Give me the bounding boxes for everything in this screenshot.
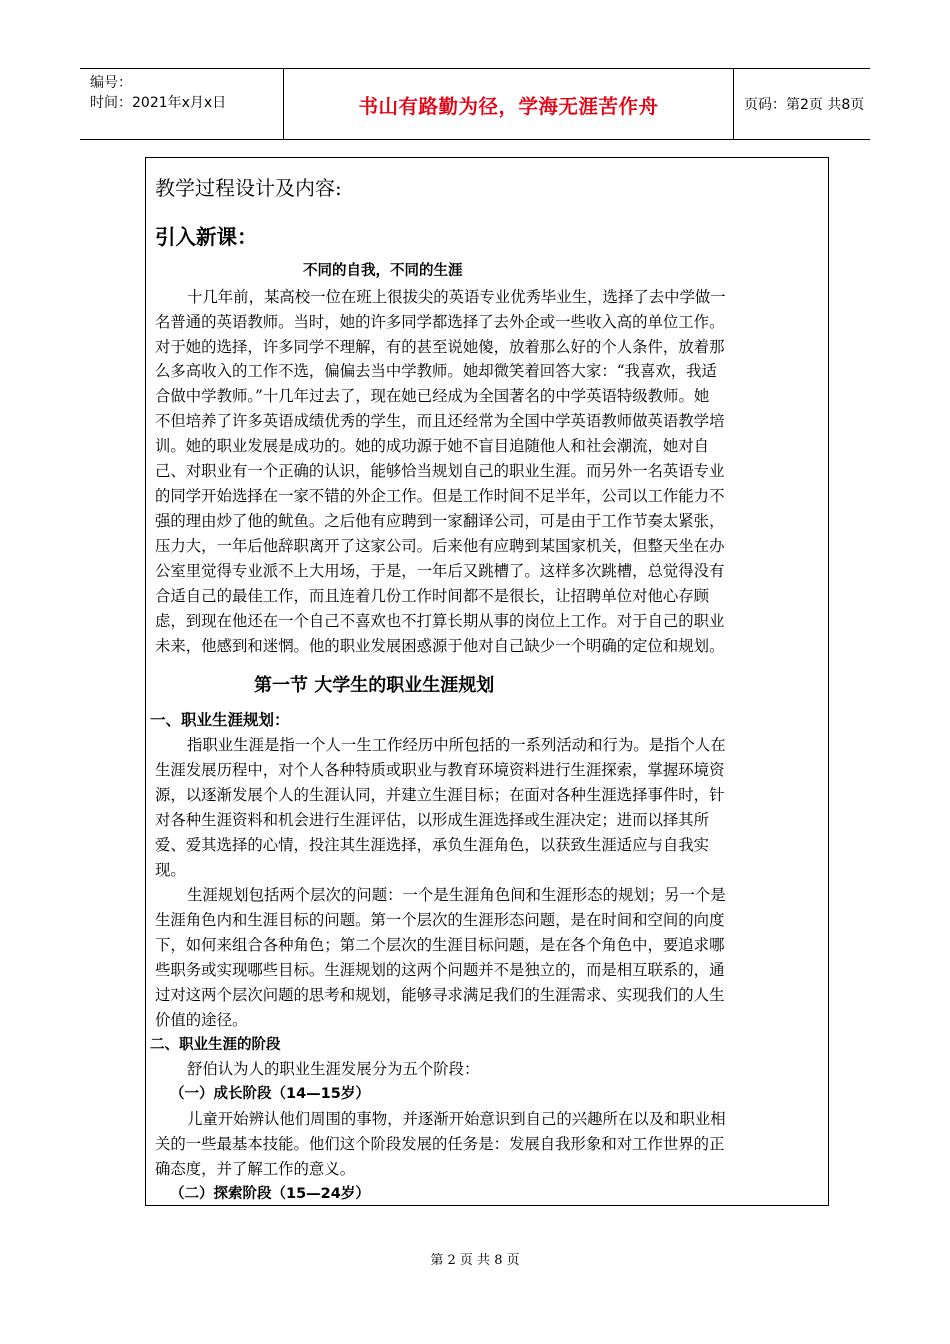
part2-heading: 二、职业生涯的阶段 (150, 1037, 281, 1053)
paragraph-line: 生涯发展历程中，对个人各种特质或职业与教育环境资料进行生涯探索，掌握环境资 (155, 761, 725, 779)
chapter-title: 第一节 大学生的职业生涯规划 (254, 675, 495, 696)
story-line: 对于她的选择，许多同学不理解，有的甚至说她傻，放着那么好的个人条件，放着那 (155, 338, 725, 356)
paragraph-line: 生涯规划包括两个层次的问题：一个是生涯角色间和生涯形态的规划；另一个是 (187, 886, 726, 904)
story-line: 么多高收入的工作不选，偏偏去当中学教师。她却微笑着回答大家：“我喜欢，我适 (155, 362, 717, 380)
paragraph-line: 些职务或实现哪些目标。生涯规划的这两个问题并不是独立的，而是相互联系的，通 (155, 961, 725, 979)
story-line: 十几年前，某高校一位在班上很拔尖的英语专业优秀毕业生，选择了去中学做一 (187, 288, 726, 306)
header-page-info: 页码：第2页 共8页 (744, 97, 865, 113)
header-page-cell (734, 69, 870, 139)
stage1-heading: （一）成长阶段（14—15岁） (170, 1086, 370, 1102)
story-line: 强的理由炒了他的鱿鱼。之后他有应聘到一家翻译公司，可是由于工作节奏太紧张， (155, 512, 725, 530)
story-line: 公室里觉得专业派不上大用场，于是，一年后又跳槽了。这样多次跳槽，总觉得没有 (155, 562, 725, 580)
page-footer: 第 2 页 共 8 页 (430, 1253, 520, 1268)
story-line: 不但培养了许多英语成绩优秀的学生，而且还经常为全国中学英语教师做英语教学培 (155, 412, 725, 430)
document-date-label: 时间：2021年x月x日 (90, 95, 227, 111)
paragraph-line: 儿童开始辨认他们周围的事物，并逐渐开始意识到自己的兴趣所在以及和职业相 (187, 1110, 726, 1128)
story-line: 虑，到现在他还在一个自己不喜欢也不打算长期从事的岗位上工作。对于自己的职业 (155, 612, 725, 630)
paragraph-line: 下，如何来组合各种角色；第二个层次的生涯目标问题，是在各个角色中，要追求哪 (155, 936, 725, 954)
paragraph-line: 价值的途径。 (155, 1011, 248, 1029)
story-line: 己、对职业有一个正确的认识，能够恰当规划自己的职业生涯。而另外一名英语专业 (155, 462, 725, 480)
paragraph-line: 现。 (155, 861, 186, 879)
story-line: 合做中学教师。”十几年过去了，现在她已经成为全国著名的中学英语特级教师。她 (155, 387, 710, 405)
story-title: 不同的自我，不同的生涯 (303, 263, 463, 279)
page-header (80, 68, 870, 140)
paragraph-line: 过对这两个层次问题的思考和规划，能够寻求满足我们的生涯需求、实现我们的人生 (155, 986, 725, 1004)
paragraph-line: 爱、爱其选择的心情，投注其生涯选择，承负生涯角色，以获致生涯适应与自我实 (155, 836, 710, 854)
story-line: 未来，他感到和迷惘。他的职业发展困惑源于他对自己缺少一个明确的定位和规划。 (155, 637, 725, 655)
paragraph-line: 指职业生涯是指一个人一生工作经历中所包括的一系列活动和行为。是指个人在 (187, 736, 726, 754)
part2-intro: 舒伯认为人的职业生涯发展分为五个阶段： (187, 1060, 480, 1078)
paragraph-line: 源，以逐渐发展个人的生涯认同，并建立生涯目标；在面对各种生涯选择事件时，针 (155, 786, 725, 804)
part1-heading: 一、职业生涯规划： (150, 711, 290, 729)
stage2-heading: （二）探索阶段（15—24岁） (170, 1186, 370, 1202)
story-line: 名普通的英语教师。当时，她的许多同学都选择了去外企或一些收入高的单位工作。 (155, 313, 725, 331)
paragraph-line: 对各种生涯资料和机会进行生涯评估，以形成生涯选择或生涯决定；进而以择其所 (155, 811, 710, 829)
document-number-label: 编号： (90, 75, 132, 91)
header-motto: 书山有路勤为径，学海无涯苦作舟 (358, 95, 659, 118)
section-heading: 教学过程设计及内容: (155, 176, 342, 200)
header-meta-cell (80, 69, 284, 139)
story-line: 压力大，一年后他辞职离开了这家公司。后来他有应聘到某国家机关，但整天坐在办 (155, 537, 725, 555)
intro-heading: 引入新课： (155, 225, 258, 249)
paragraph-line: 生涯角色内和生涯目标的问题。第一个层次的生涯形态问题，是在时间和空间的向度 (155, 911, 725, 929)
story-line: 的同学开始选择在一家不错的外企工作。但是工作时间不足半年，公司以工作能力不 (155, 487, 725, 505)
story-line: 合适自己的最佳工作，而且连着几份工作时间都不是很长，让招聘单位对他心存顾 (155, 587, 710, 605)
story-line: 训。她的职业发展是成功的。她的成功源于她不盲目追随他人和社会潮流，她对自 (155, 437, 710, 455)
header-motto-cell (284, 69, 734, 139)
paragraph-line: 确态度，并了解工作的意义。 (155, 1160, 356, 1178)
paragraph-line: 关的一些最基本技能。他们这个阶段发展的任务是：发展自我形象和对工作世界的正 (155, 1135, 725, 1153)
